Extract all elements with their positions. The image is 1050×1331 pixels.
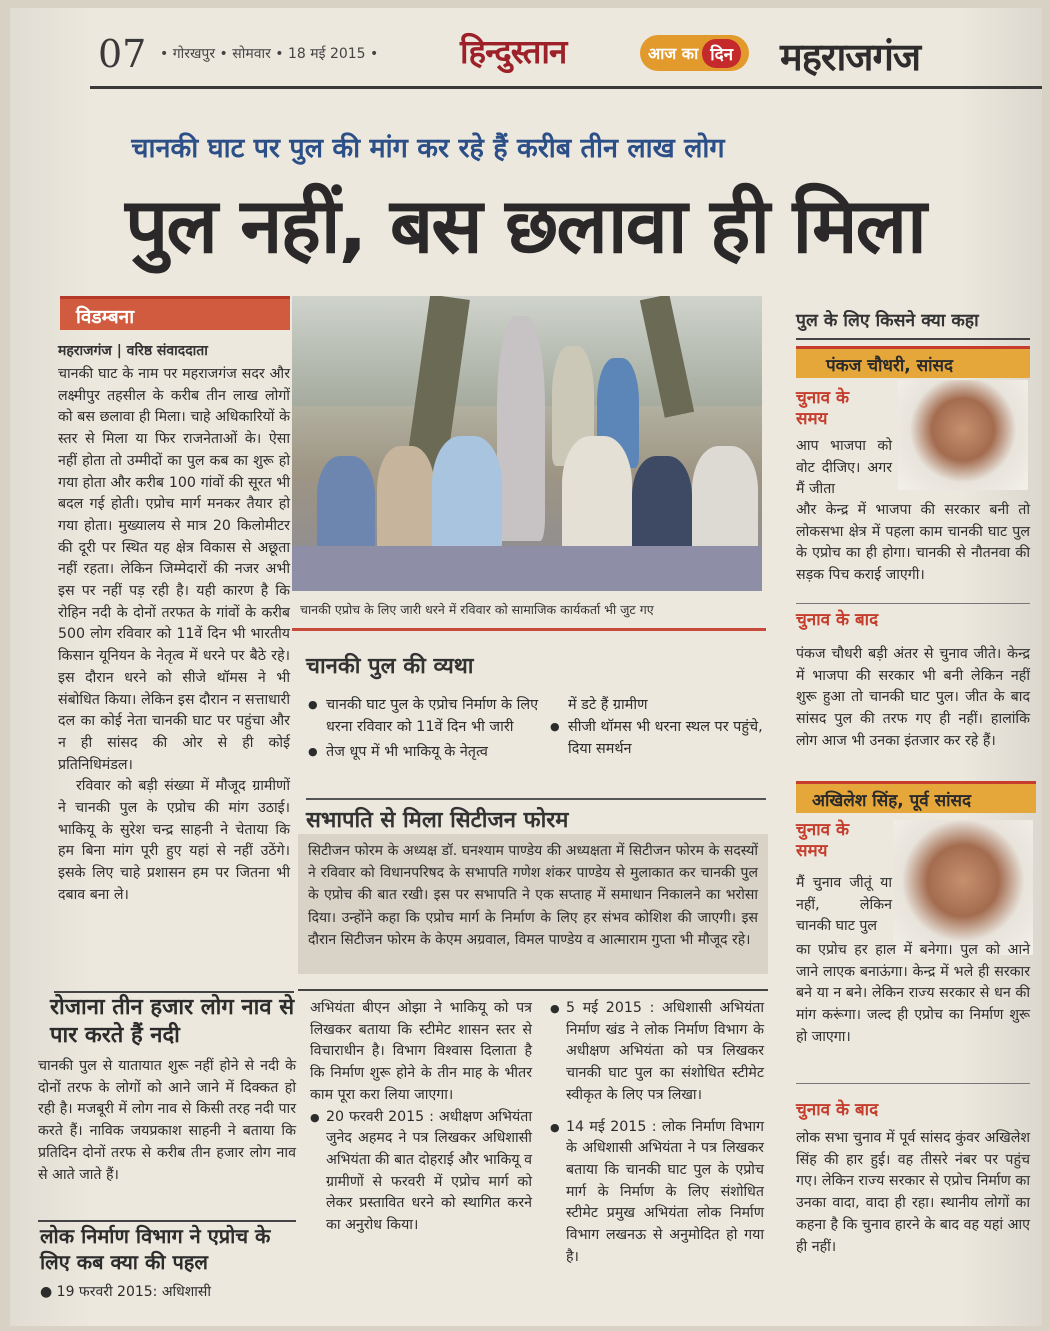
- aaj-ka-din-badge: [640, 35, 749, 71]
- bullet-item: ● तेज धूप में भी भाकियू के नेतृत्व: [308, 741, 548, 763]
- divider: [298, 989, 768, 991]
- after-election-label: चुनाव के बाद: [796, 610, 879, 630]
- badge-left-text: आज का: [648, 44, 699, 63]
- newspaper-page: [10, 8, 1042, 1326]
- person-name-bar: पंकज चौधरी, सांसद: [796, 346, 1030, 378]
- box-bullets-right: [550, 694, 768, 763]
- box-header: [306, 650, 766, 690]
- after-text: पंकज चौधरी बड़ी अंतर से चुनाव जीते। केन्द्र में भाजपा की सरकार भी बनी लेकिन नहीं शुरू हुआ तो चानकी घाट पुल। जीत के बाद सांसद पुल की तरफ गए ही नहीं। हालांकि लोग आज भी उनका इंतजार कर रहे हैं।: [796, 646, 1030, 749]
- citizen-forum-header: [306, 798, 766, 834]
- kicker: चानकी घाट पर पुल की मांग कर रहे हैं करीब तीन लाख लोग: [131, 133, 725, 164]
- timeline-item: ● 14 मई 2015 : लोक निर्माण विभाग के अधिशासी अभियंता ने पत्र लिखकर बताया कि चानकी घाट पुल के एप्रोच मार्ग के निर्माण के लिए संशोधित स्टीमेट प्रमुख अभियंता लोक निर्माण विभाग लखनऊ से अनुमोदित हो गया है।: [550, 1117, 764, 1269]
- divider: [54, 991, 294, 993]
- photo-caption: चानकी एप्रोच के लिए जारी धरने में रविवार को सामाजिक कार्यकर्ता भी जुट गए: [300, 602, 654, 617]
- timeline-first-line: ● 19 फरवरी 2015: अधिशासी: [40, 1284, 212, 1300]
- page-number: 07: [98, 32, 147, 76]
- after-election-label: चुनाव के बाद: [796, 1100, 879, 1120]
- timeline-continuation: अभियंता बीएन ओझा ने भाकियू को पत्र लिखकर बताया कि स्टीमेट शासन स्तर से विचाराधीन है। विभाग विश्वास दिलाता है कि निर्माण शुरू होने के तीन माह के भीतर काम पूरा करा लिया जाएगा।: [310, 1000, 532, 1103]
- left-para-1: चानकी घाट के नाम पर महराजगंज सदर और लक्ष्मीपुर तहसील के करीब तीन लाख लोगों को बस छलावा ही मिला। चाहे अधिकारियों के स्तर से मिला या फिर राजनेताओं के। ऐसा नहीं होता तो उम्मीदों का पुल कब का शुरू हो गया होता और करीब 100 गांवों की सूरत भी बदल गई होती। एप्रोच मार्ग मनकर तैयार हो गया होता। मुख्यालय से मात्र 20 किलोमीटर की दूरी पर स्थित यह क्षेत्र विकास से अछूता नहीं रहता। लेकिन जिम्मेदारों की नजर अभी इस पर नहीं पड़ रही है। यही कारण है कि रोहिन नदी के दोनों तरफत के गांवों के करीब 500 लोग रविवार को 11वें दिन भी भारतीय किसान यूनियन के नेतृत्व में धरने पर बैठे रहे। इस दौरान धरने को सीजे थॉमस ने भी संबोधित किया। लेकिन इस दौरान न सत्ताधारी दल का कोई नेता चानकी घाट पर पहुंचा और न ही सांसद की ओर से ही कोई प्रतिनिधिमंडल।: [58, 366, 290, 773]
- box-title: चानकी पुल की व्यथा: [306, 654, 474, 679]
- badge-right-text: दिन: [702, 39, 741, 68]
- subhead-pwd: लोक निर्माण विभाग ने एप्रोच के लिए कब क्या की पहल: [40, 1224, 271, 1274]
- bullet-item: ● चानकी घाट पुल के एप्रोच निर्माण के लिए धरना रविवार को 11वें दिन भी जारी: [308, 694, 548, 738]
- citizen-forum-title: सभापति से मिला सिटीजन फोरम: [306, 808, 569, 833]
- portrait-akhilesh-singh: [893, 820, 1033, 955]
- divider: [796, 1083, 1030, 1084]
- timeline-col-1: [310, 998, 532, 1237]
- after-text: लोक सभा चुनाव में पूर्व सांसद कुंवर अखिलेश सिंह की हार हुई। वह तीसरे नंबर पर पहुंच गए। लेकिन राज्य सरकार से एप्रोच निर्माण का उनका वादा, वादा ही रहा। स्थानीय लोगों का कहना है कि चुनाव हारने के बाद वह यहां आए ही नहीं।: [796, 1130, 1030, 1255]
- timeline-item: ● 20 फरवरी 2015 : अधीक्षण अभियंता जुनेद अहमद ने पत्र लिखकर अधिशासी अभियंता की बात दोहराई और भाकियू व ग्रामीणों से फरवरी में एप्रोच मार्ग को लेकर प्रस्तावित धरने को स्थागित करने का अनुरोध किया।: [310, 1107, 532, 1237]
- section-tag: विडम्बना: [60, 296, 290, 330]
- timeline-item: ● 5 मई 2015 : अधिशासी अभियंता निर्माण खंड ने लोक निर्माण विभाग के अधीक्षण अभियंता को पत्र लिखकर चानकी घाट पुल का संशोधित स्टीमेट स्वीकृत के लिए पत्र लिखा।: [550, 998, 764, 1107]
- person-name-bar: अखिलेश सिंह, पूर्व सांसद: [796, 781, 1036, 813]
- city-edition: महराजगंज: [780, 34, 921, 79]
- bullet-continuation: में डटे हैं ग्रामीण: [568, 697, 648, 713]
- portrait-pankaj-chaudhary: [898, 380, 1028, 490]
- left-para-2: रविवार को बड़ी संख्या में मौजूद ग्रामीणों ने चानकी पुल के एप्रोच की मांग उठाई। भाकियू के सुरेश चन्द्र साहनी ने चेताया कि हम बिना मांग पूरी हुए यहां से नहीं उठेंगे। इसके लिए चाहे प्रशासन हम पर जितना भी दबाव बना ले।: [58, 778, 290, 903]
- quote-short: मैं चुनाव जीतूं या नहीं, लेकिन चानकी घाट पुल: [796, 875, 892, 935]
- quote-short: आप भाजपा को वोट दीजिए। अगर मैं जीता: [796, 438, 892, 498]
- divider: [38, 1220, 296, 1222]
- before-election-label: चुनाव के समय: [796, 820, 850, 861]
- quote-rest: और केन्द्र में भाजपा की सरकार बनी तो लोकसभा क्षेत्र में पहला काम चानकी घाट पुल के एप्रोच का ही होगा। चानकी से नौतनवा की सड़क पिच कराई जाएगी।: [796, 502, 1030, 584]
- caption-rule: [292, 628, 766, 631]
- timeline-col-2: [550, 998, 764, 1268]
- bullet-item: ● सीजी थॉमस भी धरना स्थल पर पहुंचे, दिया समर्थन: [550, 716, 768, 760]
- byline: महराजगंज | वरिष्ठ संवाददाता: [58, 343, 208, 359]
- left-story: [58, 364, 290, 907]
- citizen-forum-text: सिटीजन फोरम के अध्यक्ष डॉ. घनश्याम पाण्डेय की अध्यक्षता में सिटीजन फोरम के सदस्यों ने रविवार को विधानपरिषद के सभापति गणेश शंकर पाण्डेय से मुलाकात कर चानकी पुल के एप्रोच की बात रखी। इस पर सभापति ने एक सप्ताह में समाधान निकालने का भरोसा दिया। उन्होंने कहा कि एप्रोच मार्ग के निर्माण के लिए हर संभव कोशिश की जाएगी। इस दौरान सिटीजन फोरम के केएम अग्रवाल, विमल पाण्डेय व आत्माराम गुप्ता भी मौजूद रहे।: [298, 834, 768, 974]
- boats-para: चानकी पुल से यातायात शुरू नहीं होने से नदी के दोनों तरफ के लोगों को आने जाने में दिक्कत हो रही है। मजबूरी में लोग नाव से किसी तरह नदी पार करते हैं। नाविक जयप्रकाश साहनी ने बताया कि प्रतिदिन दोनों तरफ से करीब तीन हजार लोग नाव से आते जाते हैं।: [38, 1058, 296, 1183]
- headline: पुल नहीं, बस छलावा ही मिला: [125, 181, 925, 270]
- masthead-rule: [90, 86, 1042, 89]
- before-election-label: चुनाव के समय: [796, 388, 850, 429]
- dateline: • गोरखपुर • सोमवार • 18 मई 2015 •: [160, 46, 379, 62]
- right-heading: पुल के लिए किसने क्या कहा: [796, 308, 1030, 340]
- box-bullets-left: [308, 694, 548, 766]
- newspaper-logo: हिन्दुस्तान: [460, 32, 567, 71]
- dharna-photo: [292, 296, 762, 591]
- divider: [796, 603, 1030, 604]
- quote-rest: का एप्रोच हर हाल में बनेगा। पुल को आने जाने लाएक बनाऊंगा। केन्द्र में भले ही सरकार बने या न बने। लेकिन राज्य सरकार से धन की मांग करूंगा। जल्द ही एप्रोच का निर्माण शुरू हो जाएगा।: [796, 942, 1030, 1045]
- subhead-boats: रोजाना तीन हजार लोग नाव से पार करते हैं नदी: [50, 995, 295, 1048]
